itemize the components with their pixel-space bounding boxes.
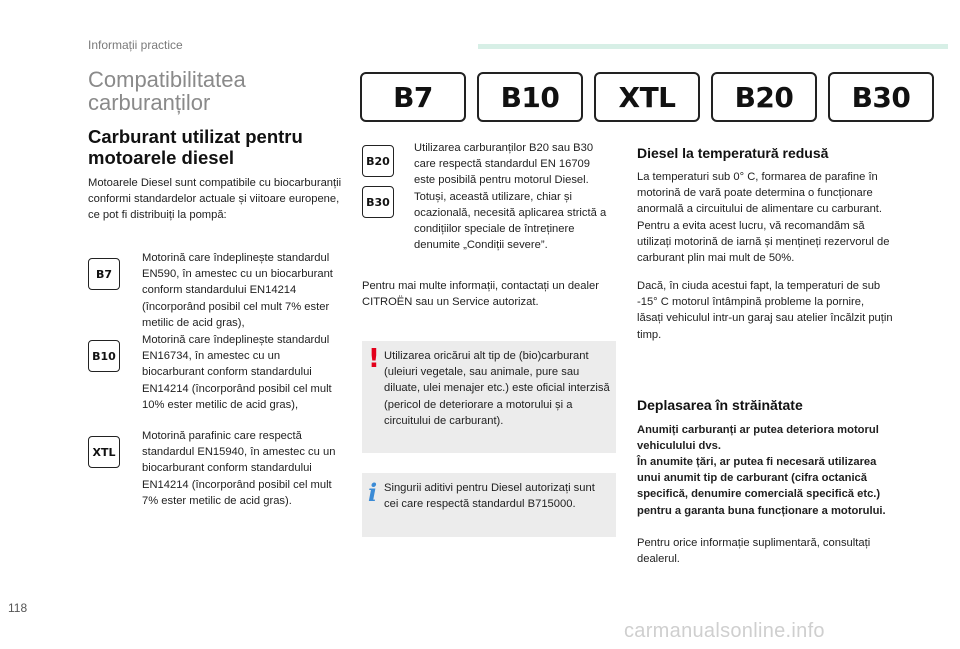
page-number: 118	[8, 601, 28, 615]
cold-diesel-heading: Diesel la temperatură redusă	[637, 145, 829, 161]
running-header: Informații practice	[88, 38, 183, 52]
diesel-fuel-heading: Carburant utilizat pentru motoarele diesel	[88, 126, 303, 168]
header-accent-bar	[478, 44, 948, 49]
travel-abroad-text: Pentru orice informație suplimentară, consultați dealerul.	[637, 537, 871, 566]
b10-description: Motorină care îndeplinește standardul EN16734, în amestec cu un biocarburant conform standardului EN14214 (încorporând posibil cel mult 10% ester metilic de acid gras),	[142, 334, 332, 411]
b10-large-badge-icon: B10	[477, 72, 583, 122]
section-title: Compatibilitatea carburanților	[88, 67, 246, 115]
info-icon: i	[368, 478, 378, 507]
xtl-large-badge-icon: XTL	[594, 72, 700, 122]
watermark: carmanualsonline.info	[624, 620, 825, 642]
cold-diesel-text-2: Dacă, în ciuda acestui fapt, la temperaturi de sub -15° C motorul întâmpină probleme la pornire, lăsați vehiculul intr-un garaj sau atelier încălzit puțin timp.	[637, 280, 893, 341]
b20-badge-icon: B20	[362, 145, 394, 177]
travel-abroad-note: În anumite țări, ar putea fi necesară utilizarea unui anumit tip de carburant (cifra octanică specifică, denumire comercială specifică etc.) pentru a garanta buna funcționare a motorului.	[637, 456, 886, 517]
b7-description: Motorină care îndeplinește standardul EN590, în amestec cu un biocarburant conform standardului EN14214 (încorporând posibil cel mult 7% ester metilic de acid gras),	[142, 252, 333, 329]
travel-abroad-warning: Anumiți carburanți ar putea deteriora motorul vehiculului dvs.	[637, 424, 879, 453]
b7-large-badge-icon: B7	[360, 72, 466, 122]
diesel-intro-text: Motoarele Diesel sunt compatibile cu biocarburanții conformi standardelor actuale și viitoare europene, ce pot fi distribuiți la pompă:	[88, 177, 342, 222]
b20-large-badge-icon: B20	[711, 72, 817, 122]
b10-badge-icon: B10	[88, 340, 120, 372]
info-text: Singurii aditivi pentru Diesel autorizați sunt cei care respectă standardul B715000.	[384, 482, 595, 511]
b30-badge-icon: B30	[362, 186, 394, 218]
xtl-badge-icon: XTL	[88, 436, 120, 468]
warning-text: Utilizarea oricărui alt tip de (bio)carburant (uleiuri vegetale, sau animale, pure sau diluate, ulei menajer etc.) este oficial interzisă (pericol de deteriorare a motorului și a circuitului de carburant).	[384, 350, 610, 427]
b7-badge-icon: B7	[88, 258, 120, 290]
contact-dealer-text: Pentru mai multe informații, contactați un dealer CITROËN sau un Service autorizat.	[362, 280, 599, 309]
b20-b30-text: Utilizarea carburanților B20 sau B30 care respectă standardul EN 16709 este posibilă pentru motorul Diesel. Totuși, această utilizare, chiar și ocazională, necesită aplicarea strictă a condițiilor speciale de întreținere denumite „Condiții severe”.	[414, 142, 607, 252]
b30-large-badge-icon: B30	[828, 72, 934, 122]
xtl-description: Motorină parafinic care respectă standardul EN15940, în amestec cu un biocarburant conform standardului EN14214 (încorporând posibil cel mult 7% ester metilic de acid gras).	[142, 430, 336, 507]
travel-abroad-heading: Deplasarea în străinătate	[637, 397, 803, 413]
warning-exclamation-icon: !	[368, 344, 380, 374]
cold-diesel-text: La temperaturi sub 0° C, formarea de parafine în motorină de vară poate determina o funcționare anormală a circuitului de alimentare cu carburant. Pentru a evita acest lucru, vă recomandăm să utilizați motorină de iarnă și mențineți rezervorul de carburant plin mai mult de 50%.	[637, 171, 890, 265]
